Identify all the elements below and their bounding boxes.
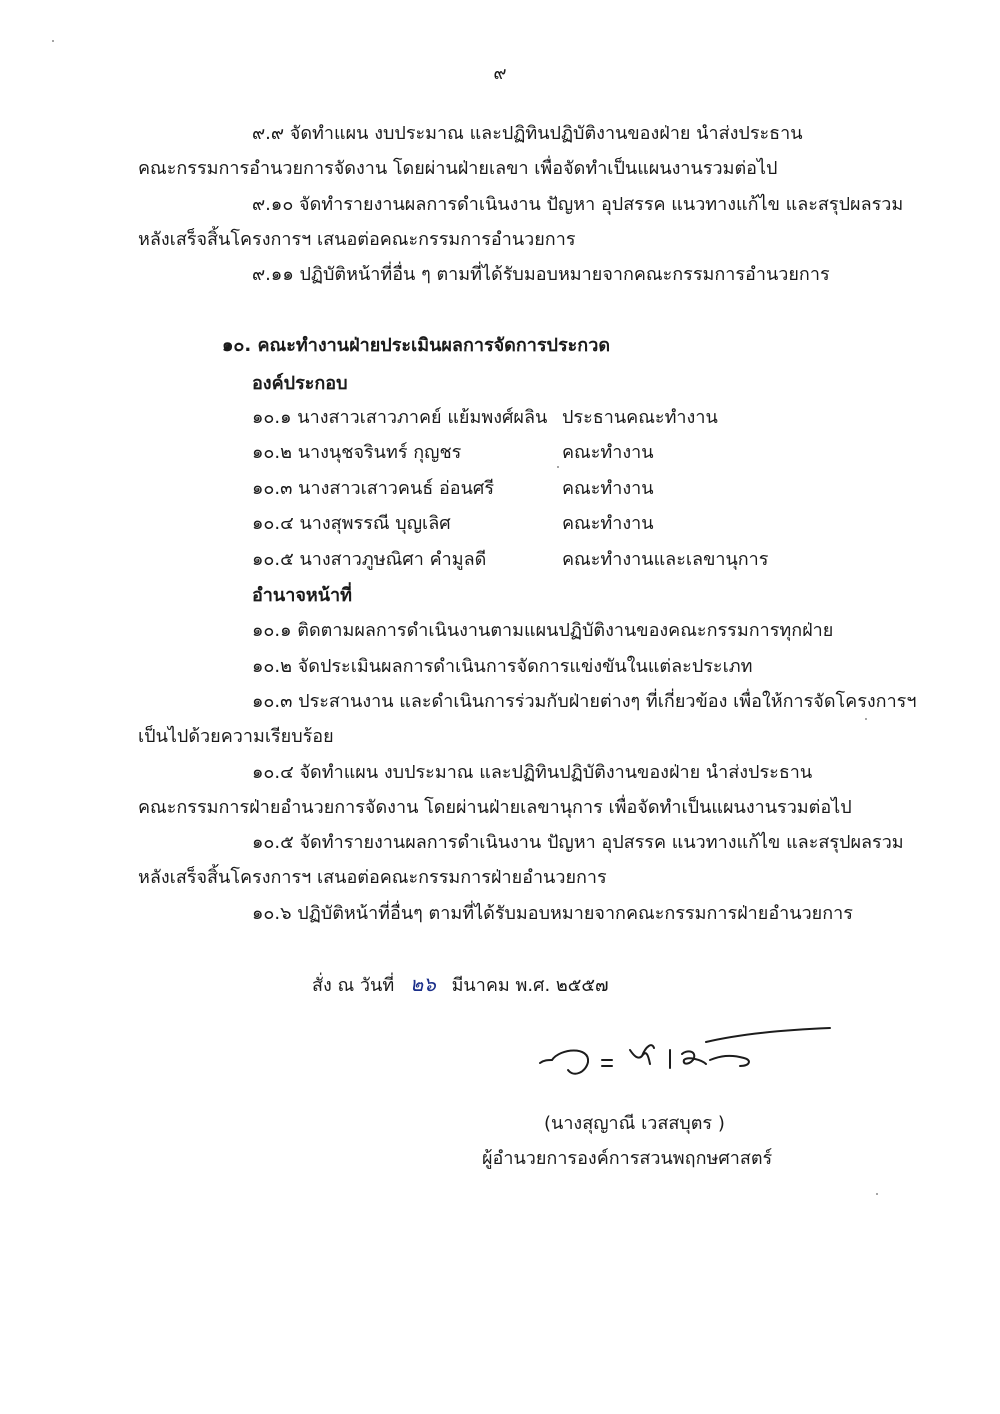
order-date-day: ๒๖	[409, 972, 436, 996]
composition-label: องค์ประกอบ	[252, 373, 348, 394]
section-10-heading: ๑๐. คณะทำงานฝ่ายประเมินผลการจัดการประกวด	[222, 335, 611, 356]
scan-speck	[865, 718, 867, 720]
duty-10-6: ๑๐.๖ ปฏิบัติหน้าที่อื่นๆ ตามที่ได้รับมอบหมายจากคณะกรรมการฝ่ายอำนวยการ	[252, 903, 853, 924]
member-name-2: ๑๐.๒ นางนุชจรินทร์ กุญชร	[252, 442, 462, 463]
member-role-3: คณะทำงาน	[562, 478, 654, 499]
member-name-1: ๑๐.๑ นางสาวเสาวภาคย์ แย้มพงศ์ผลิน	[252, 407, 548, 428]
member-role-2: คณะทำงาน	[562, 442, 654, 463]
member-role-5: คณะทำงานและเลขานุการ	[562, 549, 769, 570]
member-name-4: ๑๐.๔ นางสุพรรณี บุญเลิศ	[252, 513, 451, 534]
duty-10-4-first-line: ๑๐.๔ จัดทำแผน งบประมาณ และปฏิทินปฏิบัติงานของฝ่าย นำส่งประธาน	[252, 762, 813, 783]
order-date	[312, 968, 609, 1000]
scan-speck	[52, 40, 54, 42]
member-name-5: ๑๐.๕ นางสาวภูษณิศา คำมูลดี	[252, 549, 487, 570]
order-date-month-year: มีนาคม พ.ศ. ๒๕๕๗	[451, 975, 609, 996]
item-9-10-continuation: หลังเสร็จสิ้นโครงการฯ เสนอต่อคณะกรรมการอำนวยการ	[138, 229, 576, 250]
duty-10-4-continuation: คณะกรรมการฝ่ายอำนวยการจัดงาน โดยผ่านฝ่ายเลขานุการ เพื่อจัดทำเป็นแผนงานรวมต่อไป	[138, 797, 852, 818]
item-9-9-continuation: คณะกรรมการอำนวยการจัดงาน โดยผ่านฝ่ายเลขา เพื่อจัดทำเป็นแผนงานรวมต่อไป	[138, 158, 778, 179]
duty-10-1: ๑๐.๑ ติดตามผลการดำเนินงานตามแผนปฏิบัติงานของคณะกรรมการทุกฝ่าย	[252, 620, 834, 641]
scan-speck	[876, 1193, 878, 1195]
duties-label: อำนาจหน้าที่	[252, 585, 353, 606]
scan-speck	[557, 466, 559, 468]
page-number: ๙	[493, 63, 507, 84]
item-9-9-first-line: ๙.๙ จัดทำแผน งบประมาณ และปฏิทินปฏิบัติงานของฝ่าย นำส่งประธาน	[252, 123, 803, 144]
duty-10-5-first-line: ๑๐.๕ จัดทำรายงานผลการดำเนินงาน ปัญหา อุปสรรค แนวทางแก้ไข และสรุปผลรวม	[252, 832, 904, 853]
duty-10-2: ๑๐.๒ จัดประเมินผลการดำเนินการจัดการแข่งขันในแต่ละประเภท	[252, 656, 753, 677]
item-9-11: ๙.๑๑ ปฏิบัติหน้าที่อื่น ๆ ตามที่ได้รับมอบหมายจากคณะกรรมการอำนวยการ	[252, 264, 830, 285]
duty-10-5-continuation: หลังเสร็จสิ้นโครงการฯ เสนอต่อคณะกรรมการฝ่ายอำนวยการ	[138, 867, 607, 888]
handwritten-signature	[530, 1020, 840, 1090]
duty-10-3-continuation: เป็นไปด้วยความเรียบร้อย	[138, 726, 334, 747]
item-9-10-first-line: ๙.๑๐ จัดทำรายงานผลการดำเนินงาน ปัญหา อุปสรรค แนวทางแก้ไข และสรุปผลรวม	[252, 194, 904, 215]
duty-10-3-first-line: ๑๐.๓ ประสานงาน และดำเนินการร่วมกับฝ่ายต่างๆ ที่เกี่ยวข้อง เพื่อให้การจัดโครงการฯ	[252, 691, 917, 712]
member-role-1: ประธานคณะทำงาน	[562, 407, 718, 428]
order-date-prefix: สั่ง ณ วันที่	[312, 975, 395, 996]
signatory-title: ผู้อำนวยการองค์การสวนพฤกษศาสตร์	[482, 1148, 773, 1169]
signatory-name: (นางสุญาณี เวสสบุตร )	[544, 1113, 725, 1134]
member-name-3: ๑๐.๓ นางสาวเสาวคนธ์ อ่อนศรี	[252, 478, 494, 499]
member-role-4: คณะทำงาน	[562, 513, 654, 534]
